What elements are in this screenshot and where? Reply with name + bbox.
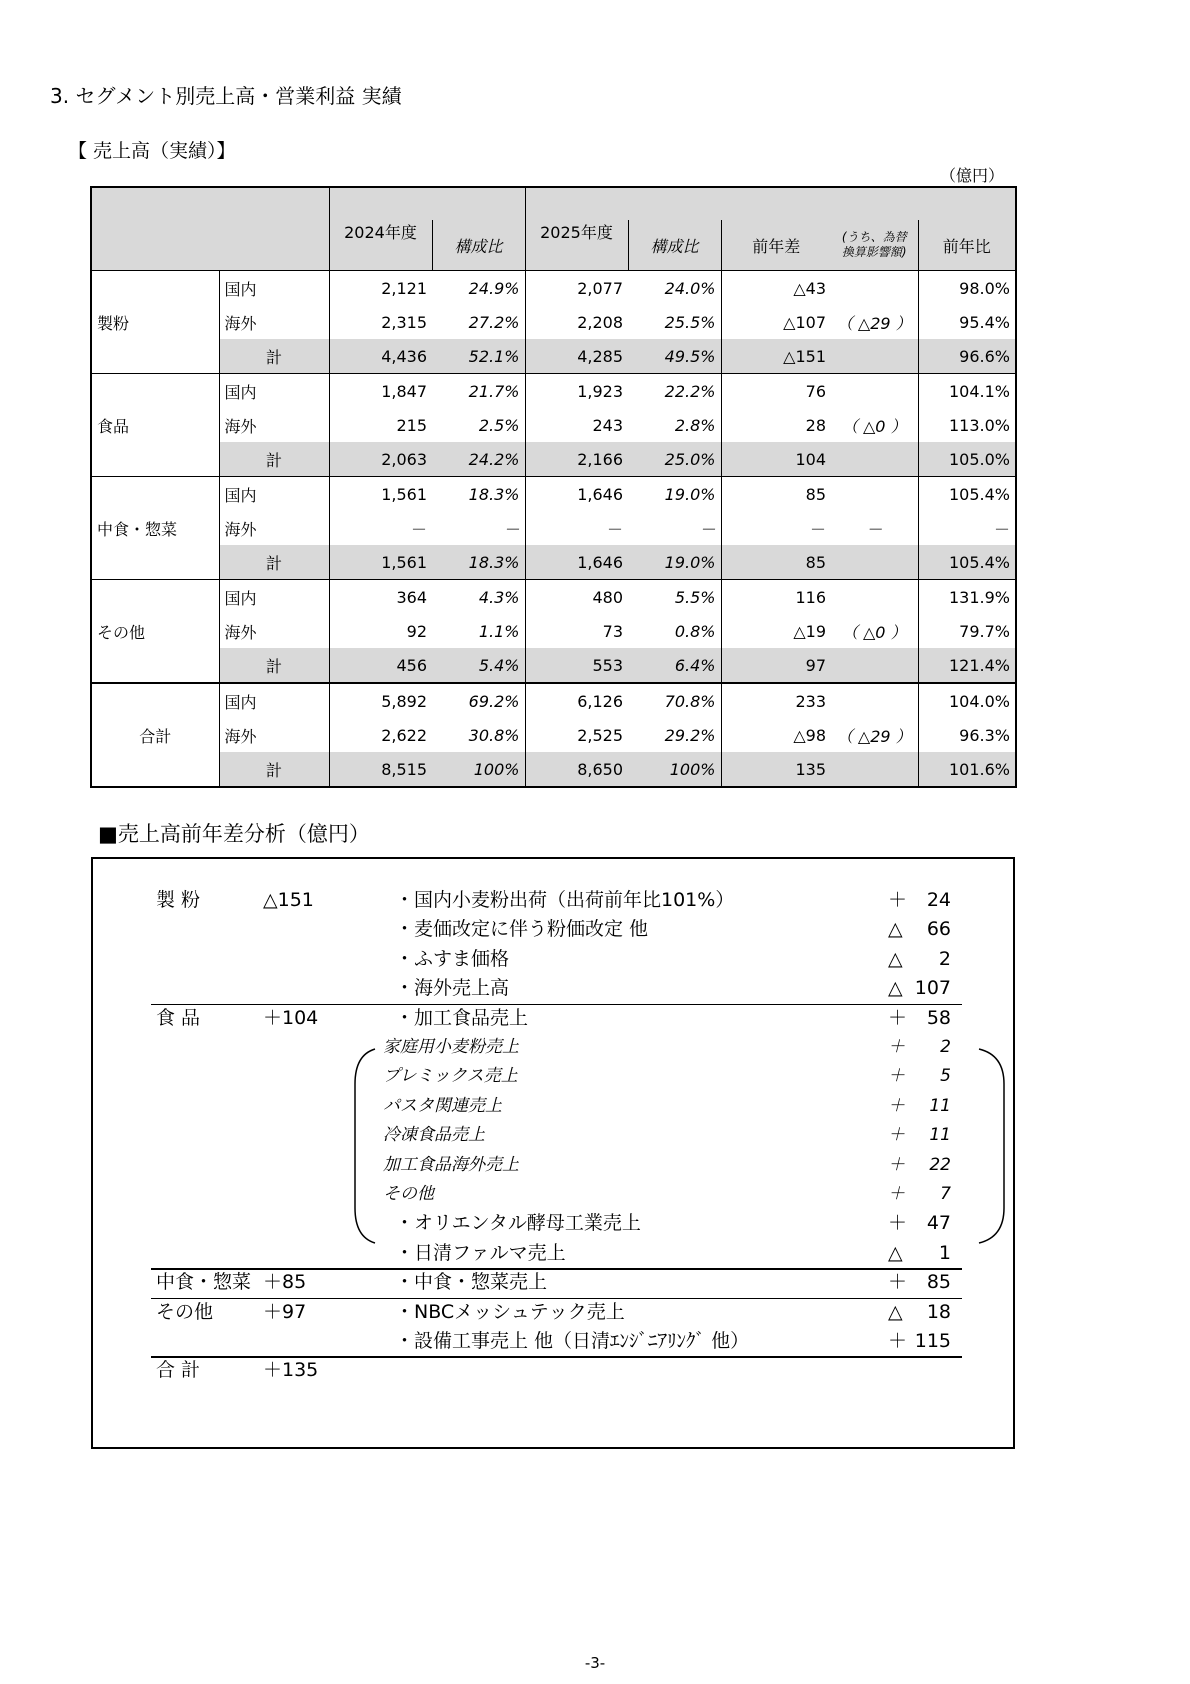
row-label: 計	[219, 648, 329, 683]
row-label: 計	[219, 752, 329, 787]
value-2025: 2,166	[525, 442, 628, 477]
right-bracket	[979, 1049, 1004, 1243]
share-2025: 19.0%	[628, 545, 721, 580]
ratio-header: 前年比	[918, 220, 1016, 271]
fy2025-label: 2025年度	[525, 220, 628, 271]
row-label: 計	[219, 545, 329, 580]
sign-mark: ＋	[888, 1066, 905, 1087]
segment-label: 中食・惣菜	[156, 1271, 252, 1294]
fx-impact	[831, 648, 918, 683]
left-bracket	[355, 1049, 375, 1243]
share-2024: 27.2%	[468, 312, 520, 332]
row-label: 海外	[219, 511, 329, 545]
analysis-value: 18	[926, 1300, 951, 1323]
diff-value: 85	[721, 477, 831, 512]
value-2025: 553	[525, 648, 628, 683]
sales-table	[90, 186, 1017, 788]
diff-value: 116	[721, 580, 831, 615]
share-2025: －	[699, 519, 716, 539]
analysis-item: ・NBCメッシュテック売上	[395, 1300, 625, 1323]
analysis-value: 5	[940, 1066, 951, 1087]
row-label: 計	[219, 339, 329, 374]
value-2025: 480	[525, 580, 628, 615]
unit-label: （億円）	[940, 166, 1005, 185]
segment-name: その他	[91, 580, 219, 684]
value-2024: 456	[329, 648, 432, 683]
fx-impact	[831, 374, 918, 409]
analysis-item: ・設備工事売上 他（日清ｴﾝｼﾞﾆｱﾘﾝｸﾞ 他）	[395, 1330, 750, 1352]
diff-value: 233	[721, 683, 831, 718]
row-label: 海外	[219, 408, 329, 442]
analysis-value: 22	[929, 1154, 951, 1175]
row-label: 海外	[219, 305, 329, 339]
analysis-value: 66	[926, 918, 951, 941]
diff-value: 76	[721, 374, 831, 409]
analysis-item: 冷凍食品売上	[383, 1125, 485, 1146]
ratio-value: 104.1%	[918, 374, 1016, 409]
row-label: 海外	[219, 718, 329, 752]
analysis-value: 2	[938, 947, 951, 970]
analysis-item: ・海外売上高	[395, 977, 510, 1000]
share-2024: 21.7%	[432, 374, 525, 409]
fx-header: (うち、為替換算影響額)	[831, 220, 918, 271]
segment-name: 食品	[91, 374, 219, 477]
ratio-value: 79.7%	[918, 614, 1016, 648]
value-2025: 1,646	[525, 545, 628, 580]
ratio-value: 105.0%	[918, 442, 1016, 477]
analysis-item: ・中食・惣菜売上	[395, 1271, 548, 1294]
ratio-value: 121.4%	[918, 648, 1016, 683]
value-2024: 2,622	[329, 718, 432, 752]
sign-mark: ＋	[888, 1184, 905, 1204]
header-fy2025	[525, 187, 628, 220]
share-2025: 0.8%	[674, 621, 716, 641]
sign-mark: ＋	[888, 1330, 908, 1352]
diff-value: 97	[721, 648, 831, 683]
share-2024: 24.2%	[432, 442, 525, 477]
analysis-item: その他	[383, 1184, 434, 1204]
diff-value: △19	[721, 614, 831, 648]
sign-mark: ＋	[888, 889, 908, 911]
share-2024: 4.3%	[432, 580, 525, 615]
table-row	[91, 339, 1016, 374]
share-2025: 25.0%	[628, 442, 721, 477]
table-row	[91, 545, 1016, 580]
segment-diff: ＋135	[263, 1359, 319, 1382]
diff-value: 104	[721, 442, 831, 477]
analysis-item: ・ふすま価格	[395, 947, 510, 970]
fx-impact: （ △29 ）	[836, 726, 912, 746]
analysis-item: プレミックス売上	[383, 1066, 518, 1087]
fx-impact	[831, 271, 918, 306]
ratio-value: 131.9%	[918, 580, 1016, 615]
share-2025: 24.0%	[628, 271, 721, 306]
row-label: 国内	[219, 477, 329, 512]
segment-diff: ＋97	[263, 1300, 307, 1323]
segment-diff: ＋104	[263, 1006, 319, 1029]
fx-impact	[831, 752, 918, 787]
analysis-value: 1	[938, 1241, 951, 1264]
analysis-box	[91, 857, 1015, 1449]
share-2024: 2.5%	[478, 415, 520, 435]
share-2025: 70.8%	[628, 683, 721, 718]
table-row	[91, 683, 1016, 718]
share-2024: 30.8%	[468, 725, 520, 745]
sign-mark: ＋	[888, 1154, 905, 1175]
sign-mark: △	[888, 947, 903, 970]
fx-impact: （ △0 ）	[841, 416, 907, 436]
fx-impact: －	[866, 519, 883, 539]
header-blank	[91, 187, 329, 271]
value-2025: 1,923	[525, 374, 628, 409]
table-row	[91, 477, 1016, 512]
share-2025: 29.2%	[664, 725, 716, 745]
sign-mark: ＋	[888, 1037, 905, 1057]
share-2024: 24.9%	[432, 271, 525, 306]
row-label: 国内	[219, 374, 329, 409]
fx-impact	[831, 545, 918, 580]
diff-value: △43	[721, 271, 831, 306]
analysis-value: 85	[926, 1271, 951, 1294]
section-title: 3. セグメント別売上高・営業利益 実績	[50, 84, 402, 108]
table-row	[91, 718, 1016, 752]
table-row	[91, 580, 1016, 615]
segment-label: 製 粉	[156, 889, 201, 911]
ratio-value: 101.6%	[918, 752, 1016, 787]
share-2024: 18.3%	[432, 545, 525, 580]
table-row	[91, 752, 1016, 787]
share-2025: 100%	[628, 752, 721, 787]
diff-value: △107	[721, 305, 831, 339]
value-2024: 215	[329, 408, 432, 442]
analysis-value: 47	[926, 1212, 951, 1235]
ratio-value: 98.0%	[918, 271, 1016, 306]
share-2024: 18.3%	[432, 477, 525, 512]
analysis-value: 24	[926, 889, 951, 911]
table-row	[91, 511, 1016, 545]
row-label: 国内	[219, 683, 329, 718]
value-2025: －	[525, 511, 628, 545]
fx-impact	[831, 339, 918, 374]
value-2025: 2,525	[525, 718, 628, 752]
value-2024: 1,847	[329, 374, 432, 409]
sign-mark: △	[888, 1300, 903, 1323]
analysis-value: 107	[914, 977, 951, 1000]
share-2025: 22.2%	[628, 374, 721, 409]
table-row	[91, 614, 1016, 648]
segment-name: 製粉	[91, 271, 219, 374]
ratio-value: 96.6%	[918, 339, 1016, 374]
sign-mark: △	[888, 918, 903, 941]
value-2025: 4,285	[525, 339, 628, 374]
bracket-lines	[93, 859, 1013, 1447]
analysis-value: 11	[929, 1125, 951, 1146]
diff-value: 85	[721, 545, 831, 580]
fx-impact	[831, 442, 918, 477]
ratio-value: －	[918, 511, 1016, 545]
share-2025: 6.4%	[628, 648, 721, 683]
row-label: 海外	[219, 614, 329, 648]
share-2025: 49.5%	[628, 339, 721, 374]
share-2024-header: 構成比	[432, 220, 525, 271]
analysis-item: 家庭用小麦粉売上	[383, 1037, 519, 1057]
value-2024: 2,063	[329, 442, 432, 477]
diff-value: △98	[721, 718, 831, 752]
value-2025: 73	[525, 614, 628, 648]
segment-diff: ＋85	[263, 1271, 307, 1294]
share-2024: 52.1%	[432, 339, 525, 374]
sign-mark: ＋	[888, 1125, 905, 1146]
share-2024: 69.2%	[432, 683, 525, 718]
diff-value: －	[721, 511, 831, 545]
value-2024: 1,561	[329, 545, 432, 580]
table-row	[91, 305, 1016, 339]
segment-label: 食 品	[156, 1006, 201, 1029]
ratio-value: 104.0%	[918, 683, 1016, 718]
value-2025: 2,077	[525, 271, 628, 306]
value-2024: 2,121	[329, 271, 432, 306]
diff-value: 28	[721, 408, 831, 442]
fx-impact	[831, 477, 918, 512]
analysis-value: 115	[914, 1330, 951, 1352]
share-2024: －	[503, 519, 520, 539]
analysis-item: ・加工食品売上	[395, 1006, 529, 1029]
value-2024: 1,561	[329, 477, 432, 512]
value-2025: 8,650	[525, 752, 628, 787]
row-label: 国内	[219, 271, 329, 306]
segment-label: 合 計	[156, 1359, 201, 1382]
segment-diff: △151	[263, 889, 314, 911]
value-2025: 243	[525, 408, 628, 442]
share-2024: 1.1%	[478, 621, 520, 641]
sales-heading: 【 売上高（実績）】	[68, 140, 236, 162]
ratio-value: 96.3%	[918, 718, 1016, 752]
segment-name: 合計	[91, 683, 219, 787]
share-2025: 5.5%	[628, 580, 721, 615]
value-2025: 2,208	[525, 305, 628, 339]
table-row	[91, 374, 1016, 409]
analysis-item: ・麦価改定に伴う粉価改定 他	[395, 918, 649, 941]
value-2025: 6,126	[525, 683, 628, 718]
table-row	[91, 408, 1016, 442]
analysis-item: 加工食品海外売上	[383, 1154, 519, 1175]
share-2025: 19.0%	[628, 477, 721, 512]
value-2024: 92	[329, 614, 432, 648]
table-row	[91, 271, 1016, 306]
analysis-item: ・日清ファルマ売上	[395, 1241, 566, 1264]
fx-impact: （ △29 ）	[836, 313, 912, 333]
sign-mark: ＋	[888, 1006, 908, 1029]
value-2024: 5,892	[329, 683, 432, 718]
fx-impact	[831, 683, 918, 718]
segment-name: 中食・惣菜	[91, 477, 219, 580]
row-label: 計	[219, 442, 329, 477]
share-2025-header: 構成比	[628, 220, 721, 271]
diff-header: 前年差	[721, 220, 831, 271]
ratio-value: 113.0%	[918, 408, 1016, 442]
table-row	[91, 442, 1016, 477]
value-2024: －	[329, 511, 432, 545]
analysis-value: 2	[940, 1037, 951, 1057]
ratio-value: 105.4%	[918, 477, 1016, 512]
value-2025: 1,646	[525, 477, 628, 512]
diff-value: △151	[721, 339, 831, 374]
analysis-heading: ■売上高前年差分析（億円）	[98, 822, 370, 846]
analysis-item: ・オリエンタル酵母工業売上	[395, 1212, 641, 1235]
value-2024: 2,315	[329, 305, 432, 339]
fx-impact: （ △0 ）	[841, 622, 907, 642]
table-row	[91, 648, 1016, 683]
page-number: -3-	[584, 1654, 606, 1672]
analysis-value: 58	[926, 1006, 951, 1029]
value-2024: 8,515	[329, 752, 432, 787]
share-2025: 2.8%	[674, 415, 716, 435]
analysis-item: ・国内小麦粉出荷（出荷前年比101%）	[395, 889, 735, 911]
ratio-value: 105.4%	[918, 545, 1016, 580]
header-fy2024	[329, 187, 432, 220]
sign-mark: ＋	[888, 1271, 908, 1294]
share-2024: 5.4%	[432, 648, 525, 683]
analysis-value: 7	[940, 1184, 951, 1204]
fx-impact	[831, 580, 918, 615]
sign-mark: ＋	[888, 1212, 908, 1235]
value-2024: 364	[329, 580, 432, 615]
sign-mark: ＋	[888, 1095, 905, 1116]
sign-mark: △	[888, 977, 903, 1000]
analysis-item: パスタ関連売上	[383, 1095, 502, 1116]
value-2024: 4,436	[329, 339, 432, 374]
fy2024-label: 2024年度	[329, 220, 432, 271]
segment-label: その他	[156, 1300, 214, 1323]
analysis-value: 11	[929, 1095, 951, 1116]
sign-mark: △	[888, 1241, 903, 1264]
row-label: 国内	[219, 580, 329, 615]
ratio-value: 95.4%	[918, 305, 1016, 339]
share-2025: 25.5%	[664, 312, 716, 332]
share-2024: 100%	[432, 752, 525, 787]
diff-value: 135	[721, 752, 831, 787]
